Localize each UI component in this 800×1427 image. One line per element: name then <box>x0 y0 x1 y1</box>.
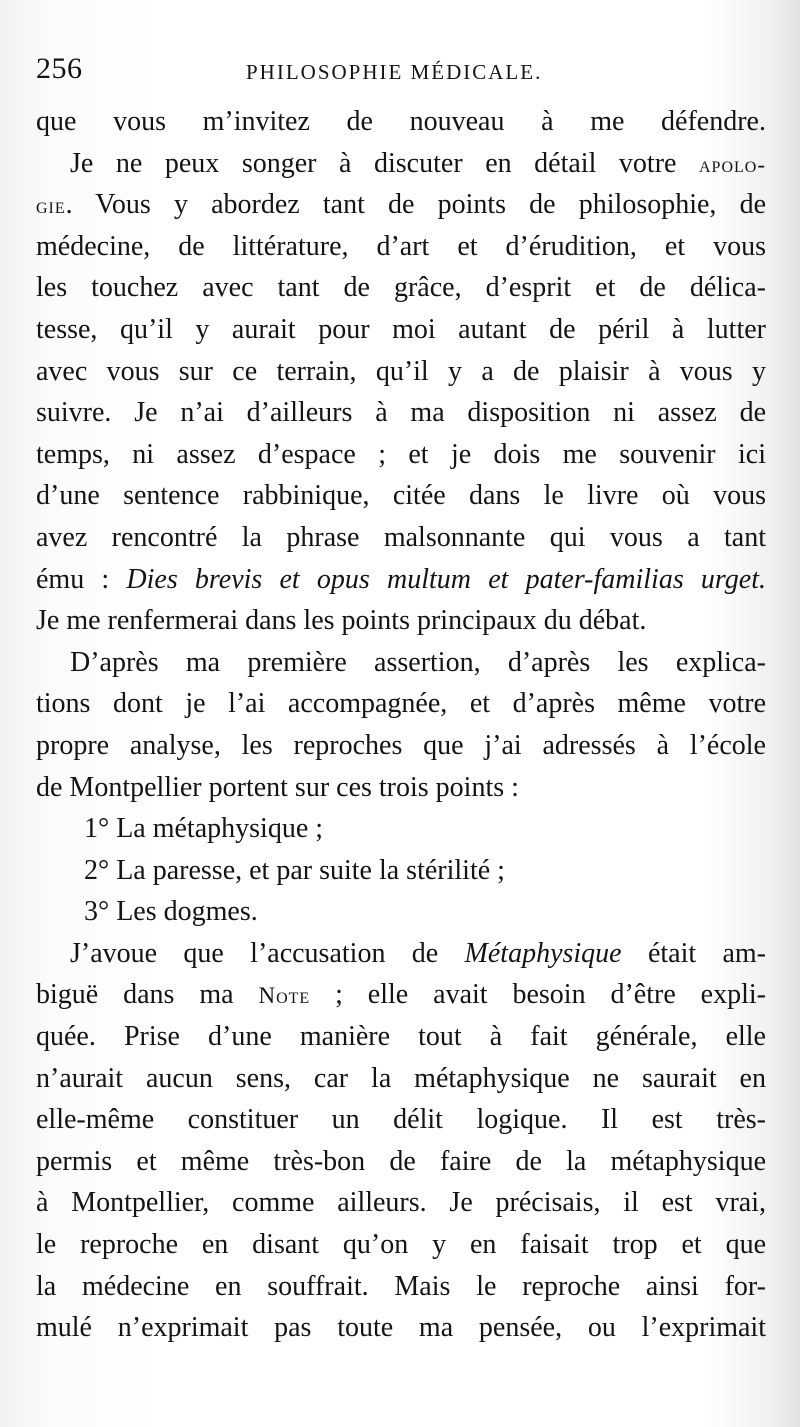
text-line <box>36 933 766 975</box>
text-line <box>36 184 766 226</box>
text-line: médecine, de littérature, d’art et d’érudition, et vous <box>36 230 766 262</box>
line-text: ému : <box>36 563 127 595</box>
text-line: propre analyse, les reproches que j’ai adressés à l’école <box>36 729 766 761</box>
text-line: que vous m’invitez de nouveau à me défendre. <box>36 106 766 137</box>
running-head: PHILOSOPHIE MÉDICALE. <box>246 60 543 84</box>
line-text: était am- <box>621 937 767 969</box>
text-line: avez rencontré la phrase malsonnante qui vous a tant <box>36 521 766 553</box>
text-line: elle-même constituer un délit logique. Il est très- <box>36 1104 766 1136</box>
list-item: 1° La métaphysique ; <box>84 813 324 845</box>
text-line: avec vous sur ce terrain, qu’il y a de plaisir à vous y <box>36 355 766 387</box>
latin-quote: Dies brevis et opus multum et pater-familias urget. <box>126 563 766 595</box>
page-header <box>36 52 756 88</box>
text-line: tions dont je l’ai accompagnée, et d’après même votre <box>36 688 766 720</box>
line-text: J’avoue que l’accusation de <box>70 937 465 969</box>
italic-term: Métaphysique <box>464 937 622 969</box>
line-text: Je ne peux songer à discuter en détail votre <box>70 147 699 179</box>
text-line: permis et même très-bon de faire de la métaphysique <box>36 1145 766 1177</box>
text-line: n’aurait aucun sens, car la métaphysique ne saurait en <box>36 1062 766 1094</box>
text-line: les touchez avec tant de grâce, d’esprit et de délica- <box>36 272 766 304</box>
text-line: mulé n’exprimait pas toute ma pensée, ou l’exprimait <box>36 1312 766 1344</box>
text-line <box>36 143 766 185</box>
line-text: . Vous y abordez tant de points de philosophie, de <box>65 189 766 221</box>
text-line: Je me renfermerai dans les points principaux du débat. <box>36 605 647 637</box>
text-line: D’après ma première assertion, d’après les explica- <box>70 646 766 678</box>
text-line: temps, ni assez d’espace ; et je dois me souvenir ici <box>36 438 766 470</box>
body-text <box>36 101 766 1349</box>
text-line: suivre. Je n’ai d’ailleurs à ma disposition ni assez de <box>36 397 766 429</box>
text-line: à Montpellier, comme ailleurs. Je précisais, il est vrai, <box>36 1187 766 1219</box>
small-caps-text: gie <box>36 193 66 219</box>
small-caps-text: Note <box>258 983 311 1009</box>
text-line: quée. Prise d’une manière tout à fait générale, elle <box>36 1021 766 1053</box>
line-text: biguë dans ma <box>36 979 259 1011</box>
text-line <box>36 974 766 1016</box>
list-item: 3° Les dogmes. <box>84 896 258 928</box>
text-line: d’une sentence rabbinique, citée dans le livre où vous <box>36 480 766 512</box>
text-line: la médecine en souffrait. Mais le reproche ainsi for- <box>36 1270 766 1302</box>
text-line: de Montpellier portent sur ces trois points : <box>36 771 519 803</box>
list-item: 2° La paresse, et par suite la stérilité ; <box>84 854 505 886</box>
text-line: tesse, qu’il y aurait pour moi autant de péril à lutter <box>36 313 766 345</box>
text-line <box>36 559 766 601</box>
line-text: ; elle avait besoin d’être expli- <box>310 979 766 1011</box>
small-caps-text: apolo- <box>699 151 766 177</box>
text-line: le reproche en disant qu’on y en faisait trop et que <box>36 1229 766 1261</box>
page-number: 256 <box>36 52 83 85</box>
